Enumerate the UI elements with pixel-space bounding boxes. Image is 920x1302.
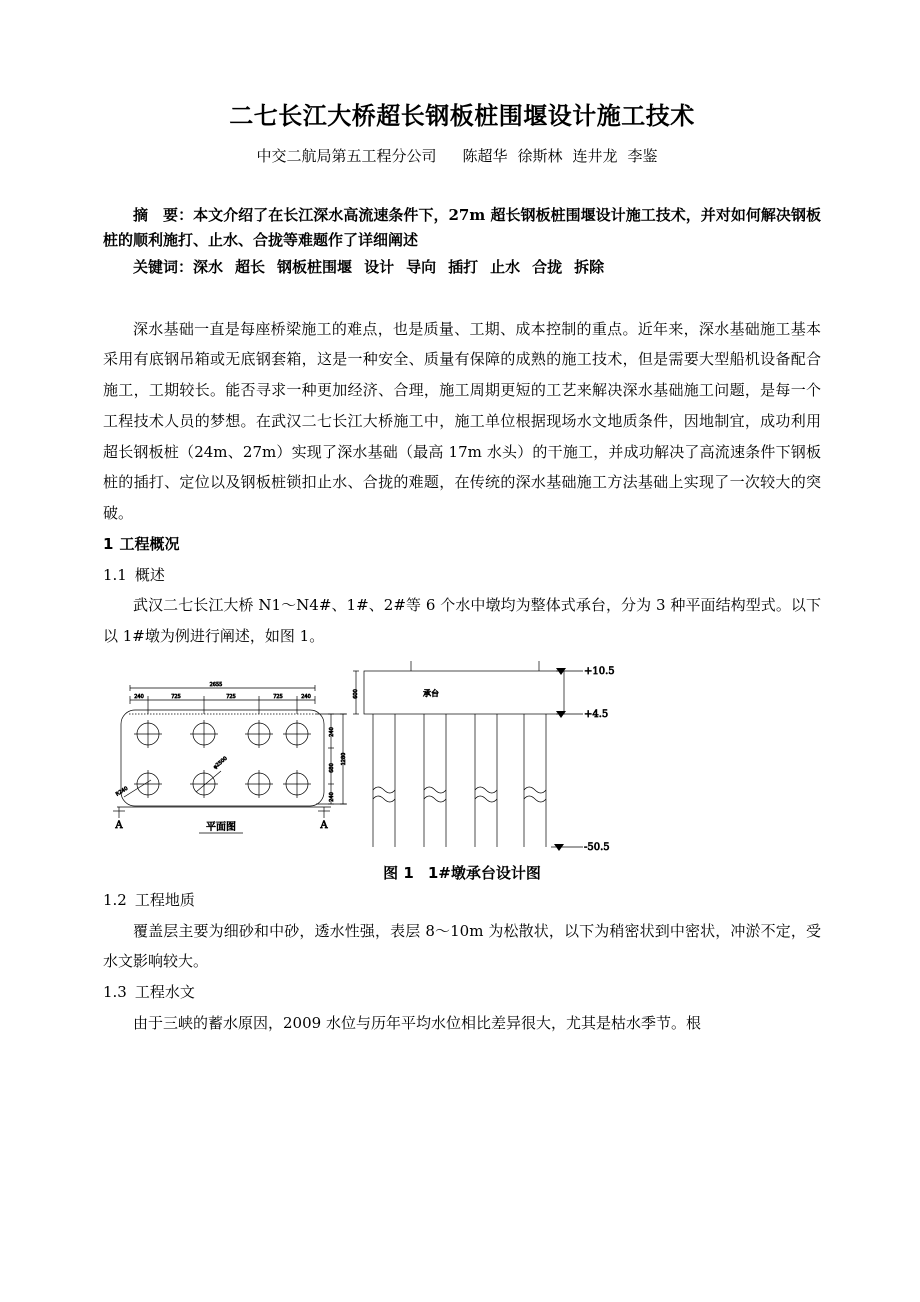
radius-leader-line (124, 780, 151, 797)
author-3: 连井龙 (572, 147, 618, 166)
keyword-1: 深水 (193, 257, 224, 276)
elevation-triangle-icon (556, 711, 566, 718)
pile-row-top (134, 720, 311, 748)
figure-1-canvas (103, 658, 821, 858)
page-title: 二七长江大桥超长钢板桩围堰设计施工技术 (229, 102, 695, 130)
figure-1 (103, 658, 821, 883)
plan-dim-right-3: 240 (329, 792, 335, 802)
plan-dim-right-1: 240 (329, 727, 335, 737)
section-heading-1 (103, 529, 821, 560)
subsection-title: 概述 (134, 565, 165, 584)
keyword-9: 拆除 (574, 257, 605, 276)
plan-dim-right-overall: 1280 (341, 752, 347, 766)
figure-1-caption (103, 862, 821, 883)
plan-view-label: 平面图 (206, 821, 236, 833)
affiliation: 中交二航局第五工程分公司 (256, 147, 437, 166)
section-marker-label-left: A (115, 819, 123, 831)
section-height-label: 600 (353, 689, 359, 699)
subsection-number: 1.3 (103, 983, 127, 1002)
section-number: 1 (103, 534, 114, 553)
subsection-1-1-text: 武汉二七长江大桥 N1～N4#、1#、2#等 6 个水中墩均为整体式承台，分为 3 种平面结构型式。以下以 1#墩为例进行阐述，如图 1。 (103, 596, 821, 646)
abstract-block (103, 203, 821, 279)
subsection-number: 1.2 (103, 890, 127, 909)
section-marker-label-right: A (320, 819, 328, 831)
keyword-7: 止水 (490, 257, 521, 276)
elevation-label-top: +10.5 (584, 665, 615, 677)
keyword-5: 导向 (406, 257, 437, 276)
keyword-8: 合拢 (532, 257, 563, 276)
pile-cap-body (364, 671, 564, 714)
section-pile-4 (524, 714, 546, 847)
author-1: 陈超华 (462, 147, 508, 166)
section-title: 工程概况 (119, 534, 180, 553)
plan-view-group (113, 682, 347, 833)
section-pile-1 (373, 714, 395, 847)
plan-radius-label: R240 (114, 785, 130, 798)
subsection-heading-1-1 (103, 560, 821, 591)
elevation-marker-top (556, 666, 615, 677)
pile-cap-design-drawing (103, 658, 821, 858)
subsection-title: 工程地质 (134, 890, 195, 909)
section-marker-right (318, 807, 330, 831)
pile-row-bottom (134, 770, 311, 798)
plan-dim-overall-top: 2655 (209, 681, 223, 688)
subsection-heading-1-3 (103, 977, 821, 1008)
plan-pile-diameter-label: φ2500 (212, 755, 229, 771)
keyword-3: 钢板桩围堰 (277, 257, 353, 276)
keywords-paragraph (103, 255, 821, 280)
keywords-label: 关键词： (133, 257, 194, 276)
elevation-triangle-icon (556, 668, 566, 675)
author-line (103, 146, 821, 167)
elevation-label-bottom: -50.5 (584, 841, 610, 853)
section-marker-left (113, 807, 125, 831)
elevation-triangle-icon (554, 844, 564, 851)
section-pile-3 (475, 714, 497, 847)
intro-paragraph: 深水基础一直是每座桥梁施工的难点，也是质量、工期、成本控制的重点。近年来，深水基础施工基本采用有底钢吊箱或无底钢套箱，这是一种安全、质量有保障的成熟的施工技术，但是需要大型船机设备配合施工，工期较长。能否寻求一种更加经济、合理，施工周期更短的工艺来解决深水基础施工问题，是每一个工程技术人员的梦想。在武汉二七长江大桥施工中，施工单位根据现场水文地质条件，因地制宜，成功利用超长钢板桩（24m、27m）实现了深水基础（最高 17m 水头）的干施工，并成功解决了高流速条件下钢板桩的插打、定位以及钢板桩锁扣止水、合拢的难题，在传统的深水基础施工方法基础上实现了一次较大的突破。 (103, 319, 821, 523)
plan-dim-seg-1: 240 (134, 693, 144, 700)
plan-dim-seg-5: 240 (301, 693, 311, 700)
author-2: 徐斯林 (517, 147, 563, 166)
abstract-paragraph (103, 203, 821, 253)
section-view-group (353, 661, 615, 853)
subsection-1-2-text: 覆盖层主要为细砂和中砂，透水性强，表层 8～10m 为松散状，以下为稍密状到中密状，冲淤不定，受水文影响较大。 (103, 921, 821, 971)
section-piles (373, 714, 546, 847)
plan-dim-seg-4: 725 (273, 693, 283, 700)
subsection-heading-1-2 (103, 885, 821, 916)
subsection-number: 1.1 (103, 565, 127, 584)
elevation-label-mid: +4.5 (584, 708, 609, 720)
keyword-4: 设计 (364, 257, 395, 276)
subsection-1-3-text: 由于三峡的蓄水原因，2009 水位与历年平均水位相比差异很大，尤其是枯水季节。根 (133, 1013, 701, 1032)
elevation-marker-bottom (551, 842, 610, 853)
author-4: 李鉴 (627, 147, 658, 166)
abstract-text: 本文介绍了在长江深水高流速条件下，27m 超长钢板桩围堰设计施工技术，并对如何解决钢板桩的顺利施打、止水、合拢等难题作了详细阐述 (103, 206, 821, 250)
keyword-2: 超长 (235, 257, 266, 276)
subsection-title: 工程水文 (134, 983, 195, 1002)
page-content (103, 100, 821, 1039)
figure-caption-text: 1#墩承台设计图 (427, 863, 541, 882)
plan-dim-seg-2: 725 (171, 693, 181, 700)
plan-dim-seg-3: 725 (226, 693, 236, 700)
figure-caption-number: 图 1 (383, 863, 414, 882)
keyword-6: 插打 (448, 257, 479, 276)
section-pile-2 (424, 714, 446, 847)
pile-cap-label: 承台 (423, 688, 439, 698)
plan-dim-right-2: 680 (329, 763, 335, 773)
abstract-label: 摘 要： (133, 206, 194, 225)
